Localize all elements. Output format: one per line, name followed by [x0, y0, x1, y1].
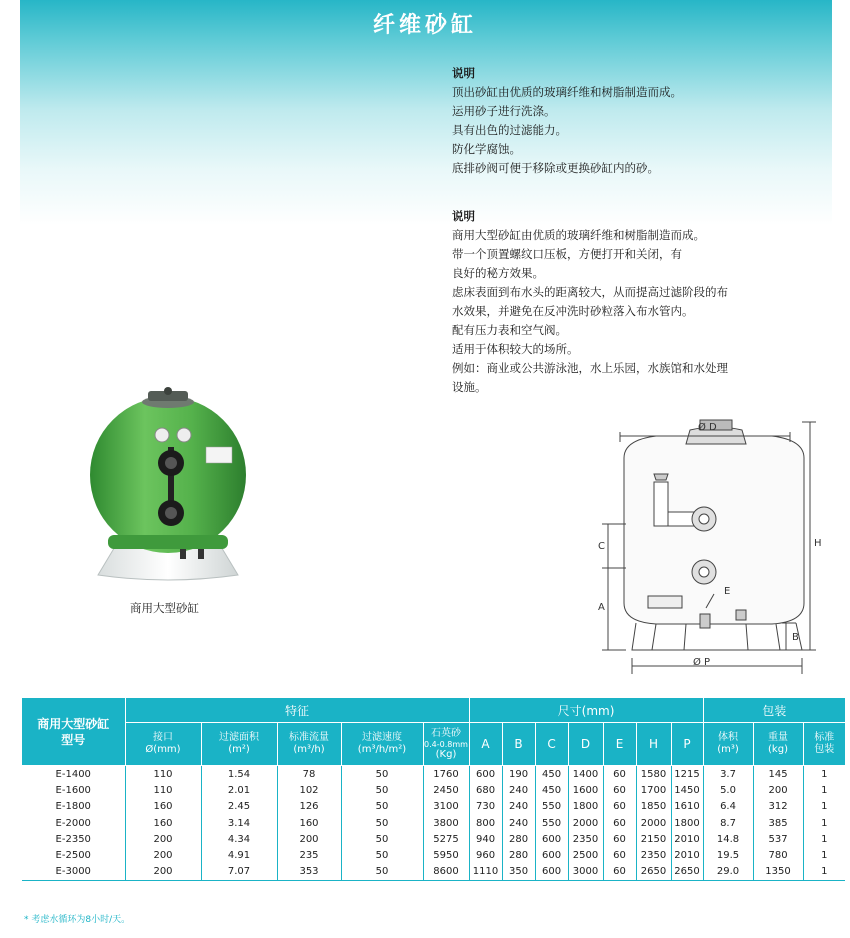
label-height-h: H	[814, 538, 822, 549]
description-heading: 说明	[452, 66, 475, 80]
table-cell: 1	[803, 864, 845, 881]
table-cell: 1800	[671, 815, 703, 831]
description-line: 适用于体积较大的场所。	[452, 342, 579, 356]
table-cell: 2350	[636, 847, 671, 863]
table-row	[22, 864, 845, 881]
table-cell: 240	[502, 799, 535, 815]
description-line: 配有压力表和空气阀。	[452, 323, 567, 337]
table-cell: 2000	[568, 815, 603, 831]
table-cell: 1600	[568, 782, 603, 798]
table-cell: 50	[341, 815, 423, 831]
description-line: 运用砂子进行洗涤。	[452, 104, 556, 118]
table-cell: 3.14	[201, 815, 277, 831]
table-cell: 1450	[671, 782, 703, 798]
table-cell: 1	[821, 784, 828, 796]
table-cell: 160	[125, 799, 201, 815]
table-cell: 60	[603, 799, 636, 815]
label-diameter-p: Ø P	[693, 657, 711, 668]
table-cell: 2150	[636, 831, 671, 847]
specification-table	[22, 698, 845, 881]
page-title: 纤维砂缸	[372, 13, 477, 38]
table-cell: 550	[535, 799, 568, 815]
table-cell: 14.8	[703, 831, 753, 847]
table-cell: 600	[535, 847, 568, 863]
label-dim-b: B	[792, 632, 799, 643]
table-cell: 200	[277, 831, 341, 847]
table-cell: 5950	[423, 847, 469, 863]
table-cell: 1	[821, 817, 828, 829]
dimension-diagram	[596, 418, 836, 680]
header-model-line2: 型号	[61, 732, 86, 747]
table-body	[22, 766, 845, 881]
header-standard-pack: 标准 包装	[803, 723, 845, 766]
header-weight: 重量 (kg)	[753, 723, 803, 766]
header-dim-p: P	[671, 723, 703, 766]
header-packing: 包装	[703, 698, 845, 723]
table-cell: 537	[753, 831, 803, 847]
label-dim-e: E	[724, 586, 731, 597]
header-filter-speed: 过滤速度 (m³/h/m²)	[341, 723, 423, 766]
table-cell: 110	[125, 766, 201, 783]
table-cell: 600	[535, 831, 568, 847]
table-cell: 235	[277, 847, 341, 863]
model-cell: E-2350	[22, 831, 125, 847]
table-cell: 2650	[671, 864, 703, 881]
table-cell: 29.0	[703, 864, 753, 881]
table-cell: 280	[502, 847, 535, 863]
table-cell: 4.91	[201, 847, 277, 863]
description-line: 良好的秘方效果。	[452, 266, 544, 280]
table-cell: 960	[469, 847, 502, 863]
table-cell: 60	[603, 864, 636, 881]
table-cell: 160	[125, 815, 201, 831]
table-cell: 60	[603, 766, 636, 783]
table-cell: 1800	[568, 799, 603, 815]
table-cell: 600	[535, 864, 568, 881]
header-volume: 体积 (m³)	[703, 723, 753, 766]
model-cell: E-3000	[22, 864, 125, 881]
table-cell: 8600	[423, 864, 469, 881]
label-dim-c: C	[598, 541, 605, 552]
table-cell: 7.07	[201, 864, 277, 881]
description-line: 顶出砂缸由优质的玻璃纤维和树脂制造而成。	[452, 85, 682, 99]
table-cell: 190	[502, 766, 535, 783]
description-line: 防化学腐蚀。	[452, 142, 521, 156]
sand-filter-tank-image	[88, 385, 248, 590]
header-filter-area: 过滤面积 (m²)	[201, 723, 277, 766]
table-cell: 4.34	[201, 831, 277, 847]
header-quartz-sand: 石英砂 0.4-0.8mm (Kg)	[423, 723, 469, 766]
table-cell: 50	[341, 782, 423, 798]
table-cell: 240	[502, 782, 535, 798]
header-dimensions: 尺寸(mm)	[469, 698, 703, 723]
table-cell: 550	[535, 815, 568, 831]
table-cell: 450	[535, 782, 568, 798]
table-cell: 126	[277, 799, 341, 815]
table-cell: 110	[125, 782, 201, 798]
header-dim-c: C	[535, 723, 568, 766]
table-cell: 50	[341, 799, 423, 815]
table-cell: 5275	[423, 831, 469, 847]
table-cell: 1400	[568, 766, 603, 783]
header-model-line1: 商用大型砂缸	[37, 716, 110, 731]
table-cell: 50	[341, 831, 423, 847]
table-cell: 200	[753, 782, 803, 798]
table-cell: 3000	[568, 864, 603, 881]
table-cell: 2500	[568, 847, 603, 863]
table-cell: 1110	[469, 864, 502, 881]
table-row	[22, 831, 845, 847]
table-cell: 450	[535, 766, 568, 783]
table-cell: 50	[341, 847, 423, 863]
description-line: 带一个顶置螺纹口压板，方便打开和关闭，有	[452, 247, 682, 261]
table-cell: 200	[125, 864, 201, 881]
table-cell: 2010	[671, 831, 703, 847]
table-row	[22, 847, 845, 863]
table-cell: 240	[502, 815, 535, 831]
header-port: 接口 Ø(mm)	[125, 723, 201, 766]
table-cell: 780	[753, 847, 803, 863]
description-line: 商用大型砂缸由优质的玻璃纤维和树脂制造而成。	[452, 228, 705, 242]
table-cell: 350	[502, 864, 535, 881]
table-cell: 200	[125, 847, 201, 863]
table-cell: 800	[469, 815, 502, 831]
table-cell: 1350	[753, 864, 803, 881]
table-cell: 2350	[568, 831, 603, 847]
header-model	[22, 698, 125, 766]
model-cell: E-1400	[22, 766, 125, 783]
table-cell: 385	[753, 815, 803, 831]
table-cell: 2650	[636, 864, 671, 881]
table-cell: 1	[821, 801, 828, 813]
description-line: 例如：商业或公共游泳池，水上乐园，水族馆和水处理	[452, 361, 728, 375]
model-cell: E-2000	[22, 815, 125, 831]
table-cell: 3100	[423, 799, 469, 815]
header-dim-h: H	[636, 723, 671, 766]
table-cell: 2010	[671, 847, 703, 863]
product-caption: 商用大型砂缸	[130, 601, 199, 615]
table-cell: 60	[603, 831, 636, 847]
model-cell: E-1800	[22, 799, 125, 815]
table-cell: 60	[603, 815, 636, 831]
table-cell: 1760	[423, 766, 469, 783]
table-cell: 1850	[636, 799, 671, 815]
table-cell: 312	[753, 799, 803, 815]
description-commercial	[452, 207, 728, 397]
table-cell: 680	[469, 782, 502, 798]
table-row	[22, 815, 845, 831]
table-cell: 8.7	[703, 815, 753, 831]
label-dim-a: A	[598, 602, 605, 613]
table-cell: 1	[821, 768, 828, 780]
table-cell: 600	[469, 766, 502, 783]
table-cell: 353	[277, 864, 341, 881]
table-cell: 60	[603, 782, 636, 798]
table-cell: 2000	[636, 815, 671, 831]
header-features: 特征	[125, 698, 469, 723]
description-standard	[452, 64, 682, 178]
table-cell: 50	[341, 766, 423, 783]
table-cell: 145	[753, 766, 803, 783]
header-dim-b: B	[502, 723, 535, 766]
table-cell: 78	[277, 766, 341, 783]
header-dim-a: A	[469, 723, 502, 766]
table-cell: 160	[277, 815, 341, 831]
table-cell: 2.01	[201, 782, 277, 798]
header-flow-rate: 标准流量 (m³/h)	[277, 723, 341, 766]
table-cell: 50	[341, 864, 423, 881]
description-line: 底排砂阀可便于移除或更换砂缸内的砂。	[452, 161, 659, 175]
table-cell: 1215	[671, 766, 703, 783]
label-diameter-d: Ø D	[698, 422, 717, 433]
description-heading: 说明	[452, 209, 475, 223]
description-line: 具有出色的过滤能力。	[452, 123, 567, 137]
table-cell: 1700	[636, 782, 671, 798]
table-cell: 1	[821, 833, 828, 845]
table-cell: 60	[603, 847, 636, 863]
table-cell: 940	[469, 831, 502, 847]
table-cell: 2.45	[201, 799, 277, 815]
table-row	[22, 766, 845, 783]
table-cell: 2450	[423, 782, 469, 798]
table-cell: 102	[277, 782, 341, 798]
description-line: 虑床表面到布水头的距离较大，从而提高过滤阶段的布	[452, 285, 728, 299]
header-dim-d: D	[568, 723, 603, 766]
model-cell: E-1600	[22, 782, 125, 798]
table-cell: 3800	[423, 815, 469, 831]
table-cell: 730	[469, 799, 502, 815]
table-cell: 280	[502, 831, 535, 847]
table-cell: 19.5	[703, 847, 753, 863]
description-line: 设施。	[452, 380, 487, 394]
table-cell: 3.7	[703, 766, 753, 783]
header-dim-e: E	[603, 723, 636, 766]
model-cell: E-2500	[22, 847, 125, 863]
table-cell: 1580	[636, 766, 671, 783]
table-cell: 1	[821, 850, 828, 862]
table-cell: 1610	[671, 799, 703, 815]
table-cell: 6.4	[703, 799, 753, 815]
table-cell: 5.0	[703, 782, 753, 798]
description-line: 水效果，并避免在反冲洗时砂粒落入布水管内。	[452, 304, 694, 318]
footnote: * 考虑水循环为8小时/天。	[24, 915, 131, 925]
table-cell: 1.54	[201, 766, 277, 783]
table-cell: 200	[125, 831, 201, 847]
table-row	[22, 782, 845, 798]
table-row	[22, 799, 845, 815]
